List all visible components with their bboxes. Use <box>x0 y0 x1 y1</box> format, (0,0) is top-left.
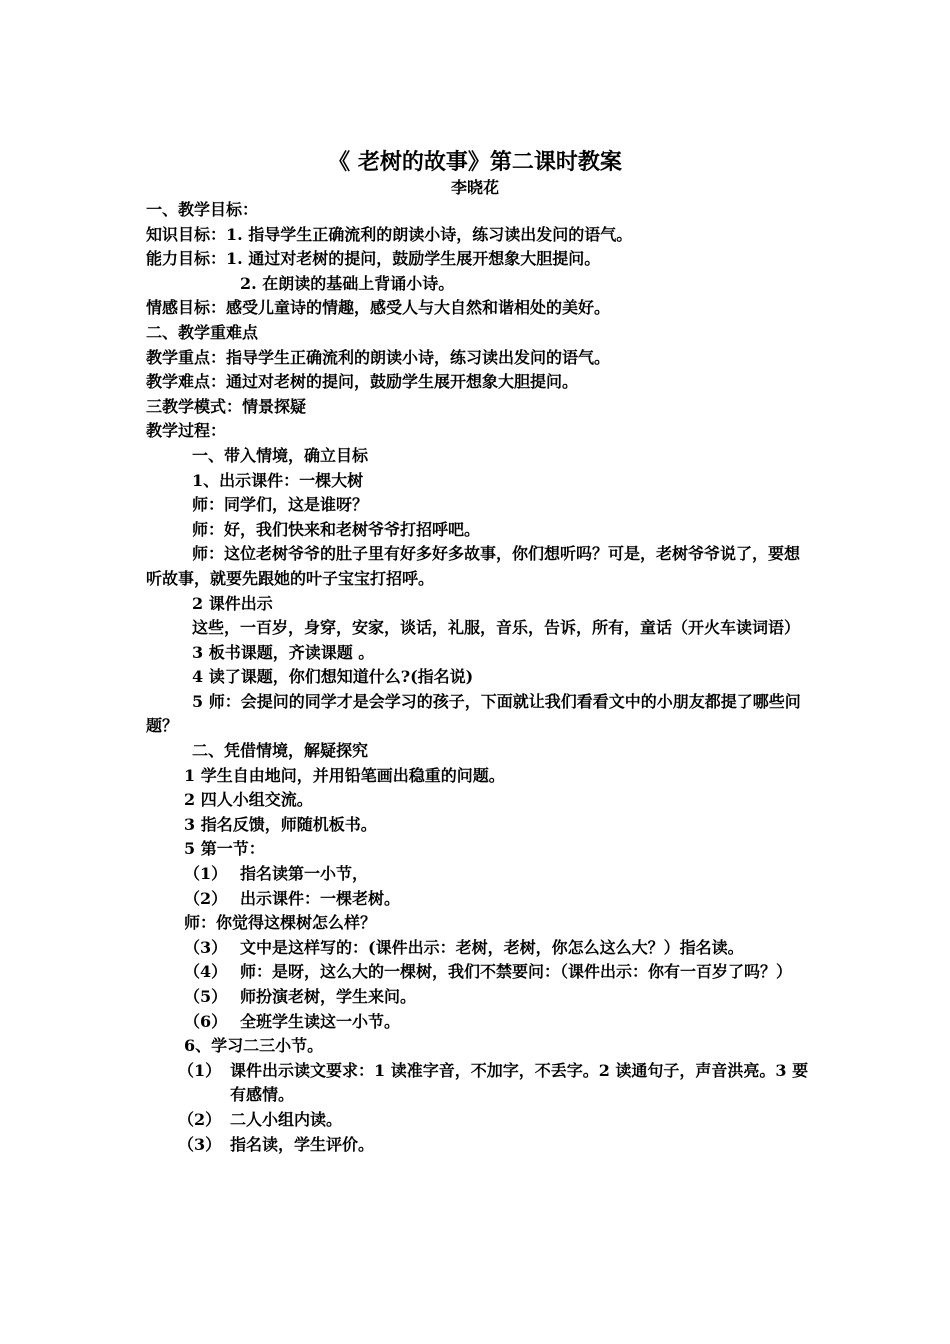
sub-item <box>146 985 811 1010</box>
sub-item-number: （3） <box>178 1134 222 1154</box>
teacher-line: 师：你觉得这棵树怎么样？ <box>184 913 377 933</box>
sub-item <box>146 936 811 961</box>
knowledge-goal <box>146 223 811 248</box>
sub-item-text: 师扮演老树，学生来问。 <box>240 987 417 1006</box>
knowledge-goal-label: 知识目标： <box>146 224 227 244</box>
author-name: 李晓花 <box>450 178 499 197</box>
process-item: 1 学生自由地问，并用铅笔画出稳重的问题。 <box>184 765 505 785</box>
sub-item-number: （1） <box>184 864 228 884</box>
teacher-line: 师：好，我们快来和老树爷爷打招呼吧。 <box>192 519 481 539</box>
sub-item-text: 师：是呀，这么大的一棵树，我们不禁要问：（课件出示：你有一百岁了吗？） <box>240 962 793 982</box>
teacher-line: 师：同学们，这是谁呀？ <box>192 495 369 515</box>
process-item: 4 读了课题，你们想知道什么?(指名说) <box>192 667 474 687</box>
ability-goal-label: 能力目标： <box>146 249 227 269</box>
sub-item-text: 出示课件：一棵老树。 <box>240 888 401 908</box>
key-point: 教学重点：指导学生正确流利的朗读小诗，练习读出发问的语气。 <box>146 347 611 367</box>
sub-item-number: （4） <box>184 962 228 982</box>
teacher-paragraph: 师：这位老树爷爷的肚子里有好多好多故事，你们想听吗？可是，老树爷爷说了，要想听故事，就要先跟她的叶子宝宝打招呼。 <box>146 544 801 588</box>
process-item: 1、出示课件：一棵大树 <box>192 470 364 490</box>
process-item: 2 课件出示 <box>192 593 273 613</box>
emotion-goal: 情感目标：感受儿童诗的情趣，感受人与大自然和谐相处的美好。 <box>146 298 611 318</box>
ability-goal <box>146 247 811 272</box>
sub-item <box>146 1010 811 1035</box>
sub-item-text: 指名读，学生评价。 <box>230 1134 375 1154</box>
sub-item-number: （1） <box>178 1060 222 1080</box>
teacher-paragraph: 5 师：会提问的同学才是会学习的孩子，下面就让我们看看文中的小朋友都提了哪些问题？ <box>146 691 801 736</box>
sub-item-number: （3） <box>184 937 228 957</box>
process-item: 6、学习二三小节。 <box>184 1036 324 1056</box>
sub-item-text: 全班学生读这一小节。 <box>240 1011 401 1031</box>
process-step-heading: 一、带入情境，确立目标 <box>192 445 369 465</box>
ability-goal-text-1: 1. 通过对老树的提问，鼓励学生展开想象大胆提问。 <box>226 249 601 269</box>
sub-item <box>146 887 811 912</box>
process-item: 5 第一节： <box>184 839 265 859</box>
document-body <box>146 198 811 1157</box>
process-item: 2 四人小组交流。 <box>184 790 313 810</box>
knowledge-goal-text: 1. 指导学生正确流利的朗读小诗，练习读出发问的语气。 <box>226 224 633 244</box>
process-item: 3 指名反馈，师随机板书。 <box>184 814 377 834</box>
sub-item-text: 课件出示读文要求：1 读准字音，不加字，不丢字。2 读通句子，声音洪亮。3 要有感情。 <box>230 1060 809 1105</box>
document-title: 《 老树的故事》第二课时教案 <box>328 149 622 175</box>
section-heading: 二、教学重难点 <box>146 322 259 342</box>
section-heading: 三教学模式：情景探疑 <box>146 396 307 416</box>
vocabulary-list: 这些，一百岁，身穿，安家，谈话，礼服，音乐，告诉，所有，童话（开火车读词语） <box>192 618 801 638</box>
ability-goal-text-2: 2. 在朗读的基础上背诵小诗。 <box>240 273 455 293</box>
sub-item-text: 文中是这样写的：(课件出示：老树，老树，你怎么这么大？）指名读。 <box>240 937 744 957</box>
sub-item-number: （5） <box>184 987 228 1006</box>
sub-item <box>146 862 811 887</box>
sub-item <box>146 1108 811 1133</box>
sub-item-number: （2） <box>184 888 228 908</box>
sub-item <box>146 1059 811 1108</box>
sub-item-text: 二人小组内读。 <box>230 1109 343 1129</box>
sub-item-number: （2） <box>178 1109 222 1129</box>
process-heading: 教学过程： <box>146 421 227 441</box>
process-item: 3 板书课题，齐读课题 。 <box>192 642 375 662</box>
sub-item-number: （6） <box>184 1011 228 1031</box>
section-heading: 一、教学目标： <box>146 200 259 219</box>
process-step-heading: 二、凭借情境，解疑探究 <box>192 741 369 761</box>
difficult-point: 教学难点：通过对老树的提问，鼓励学生展开想象大胆提问。 <box>146 372 579 392</box>
sub-item <box>146 1133 811 1158</box>
sub-item <box>146 960 811 985</box>
sub-item-text: 指名读第一小节， <box>240 864 369 884</box>
